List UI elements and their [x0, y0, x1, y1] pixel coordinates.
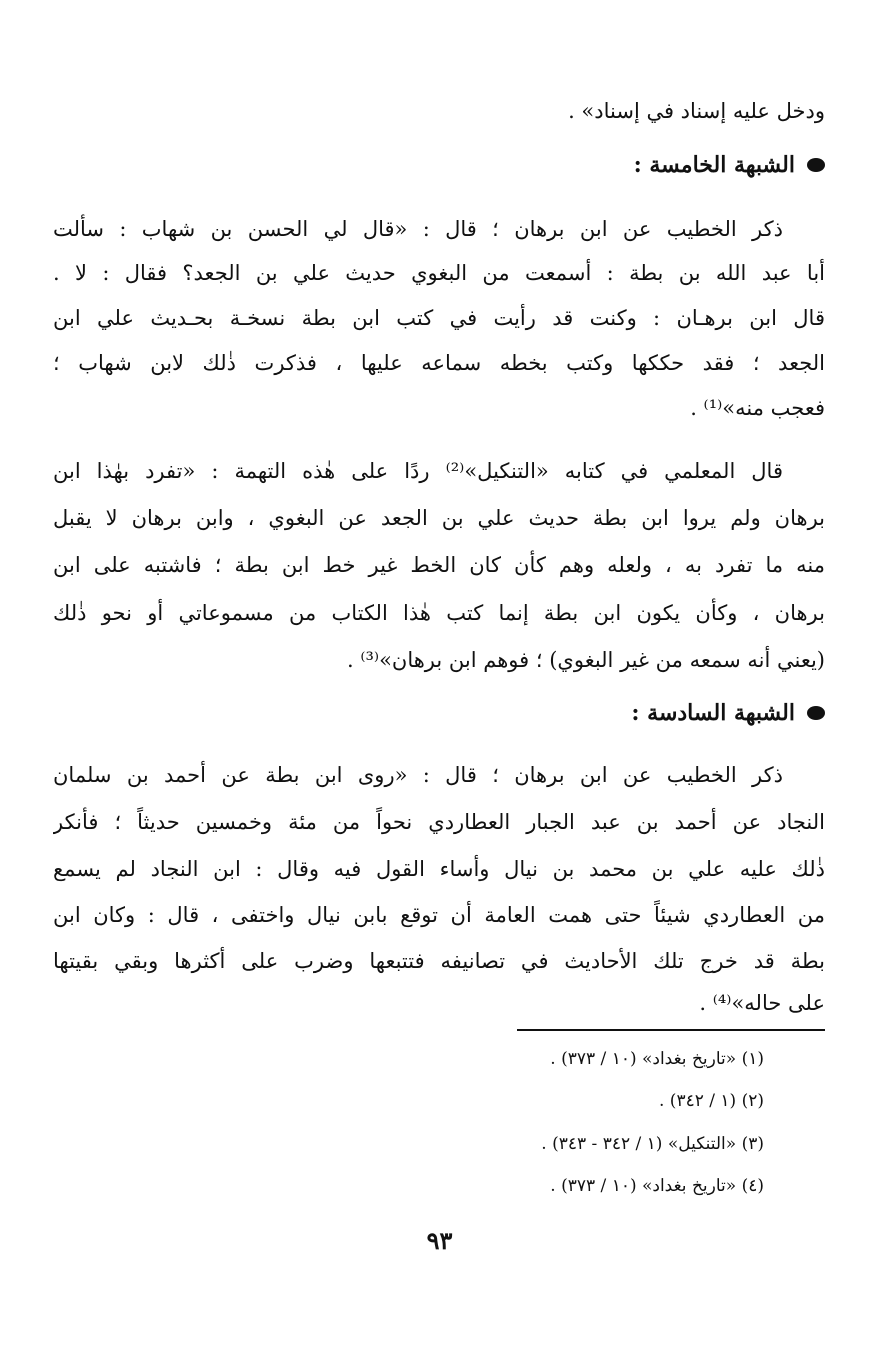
text-line: على حاله»⁽⁴⁾ . [699, 991, 825, 1015]
text-line: قال المعلمي في كتابه «التنكيل»⁽²⁾ ردًا على هٰذه التهمة : «تفرد بهٰذا ابن [53, 459, 783, 483]
section-heading-sixth [631, 690, 825, 736]
text-line: بطة قد خرج تلك الأحاديث في تصانيفه فتتبعها وضرب على أكثرها وبقي بقيتها [53, 949, 825, 973]
bullet-icon [807, 158, 825, 172]
text-line: (يعني أنه سمعه من غير البغوي) ؛ فوهم ابن برهان»⁽³⁾ . [346, 648, 825, 672]
text-line: منه ما تفرد به ، ولعله وهم كأن كان الخط غير خط ابن بطة ؛ فاشتبه على ابن [53, 553, 825, 577]
footnote-4: (٤) «تاريخ بغداد» (١٠ / ٣٧٣) . [550, 1176, 764, 1196]
footnote-3: (٣) «التنكيل» (١ / ٣٤٢ - ٣٤٣) . [541, 1134, 764, 1154]
footnote-1: (١) «تاريخ بغداد» (١٠ / ٣٧٣) . [550, 1049, 764, 1069]
text-line: النجاد عن أحمد بن عبد الجبار العطاردي نحواً من مئة وخمسين حديثاً ؛ فأنكر [53, 810, 825, 834]
text-line: ودخل عليه إسناد في إسناد» . [568, 99, 825, 123]
bullet-icon [807, 706, 825, 720]
text-line: أبا عبد الله بن بطة : أسمعت من البغوي حديث علي بن الجعد؟ فقال : لا . [53, 261, 825, 285]
footnote-2: (٢) (١ / ٣٤٢) . [659, 1091, 764, 1111]
text-line: برهان ، وكأن يكون ابن بطة إنما كتب هٰذا الكتاب من مسموعاتي أو نحو ذٰلك [53, 601, 825, 625]
text-line: ذكر الخطيب عن ابن برهان ؛ قال : «روى ابن بطة عن أحمد بن سلمان [53, 763, 783, 787]
section-heading-fifth [634, 142, 825, 188]
text-line: ذٰلك عليه علي بن محمد بن نيال وأساء القول فيه وقال : ابن النجاد لم يسمع [53, 857, 825, 881]
text-line: ذكر الخطيب عن ابن برهان ؛ قال : «قال لي الحسن بن شهاب : سألت [53, 217, 783, 241]
heading-text: الشبهة الخامسة : [633, 152, 795, 178]
text-line: فعجب منه»⁽¹⁾ . [690, 396, 825, 420]
text-line: برهان ولم يروا ابن بطة حديث علي بن الجعد عن البغوي ، وابن برهان لا يقبل [53, 506, 825, 530]
text-line: الجعد ؛ فقد حككها وكتب بخطه سماعه عليها ، فذكرت ذٰلك لابن شهاب ؛ [53, 351, 825, 375]
text-line: من العطاردي شيئاً حتى همت العامة أن توقع بابن نيال واختفى ، قال : وكان ابن [53, 903, 825, 927]
heading-text: الشبهة السادسة : [631, 700, 795, 726]
page-number: ٩٣ [426, 1226, 453, 1255]
footnote-separator [517, 1029, 825, 1031]
text-line: قال ابن برهـان : وكنت قد رأيت في كتب ابن بطة نسخـة بحـديث علي ابن [53, 306, 825, 330]
